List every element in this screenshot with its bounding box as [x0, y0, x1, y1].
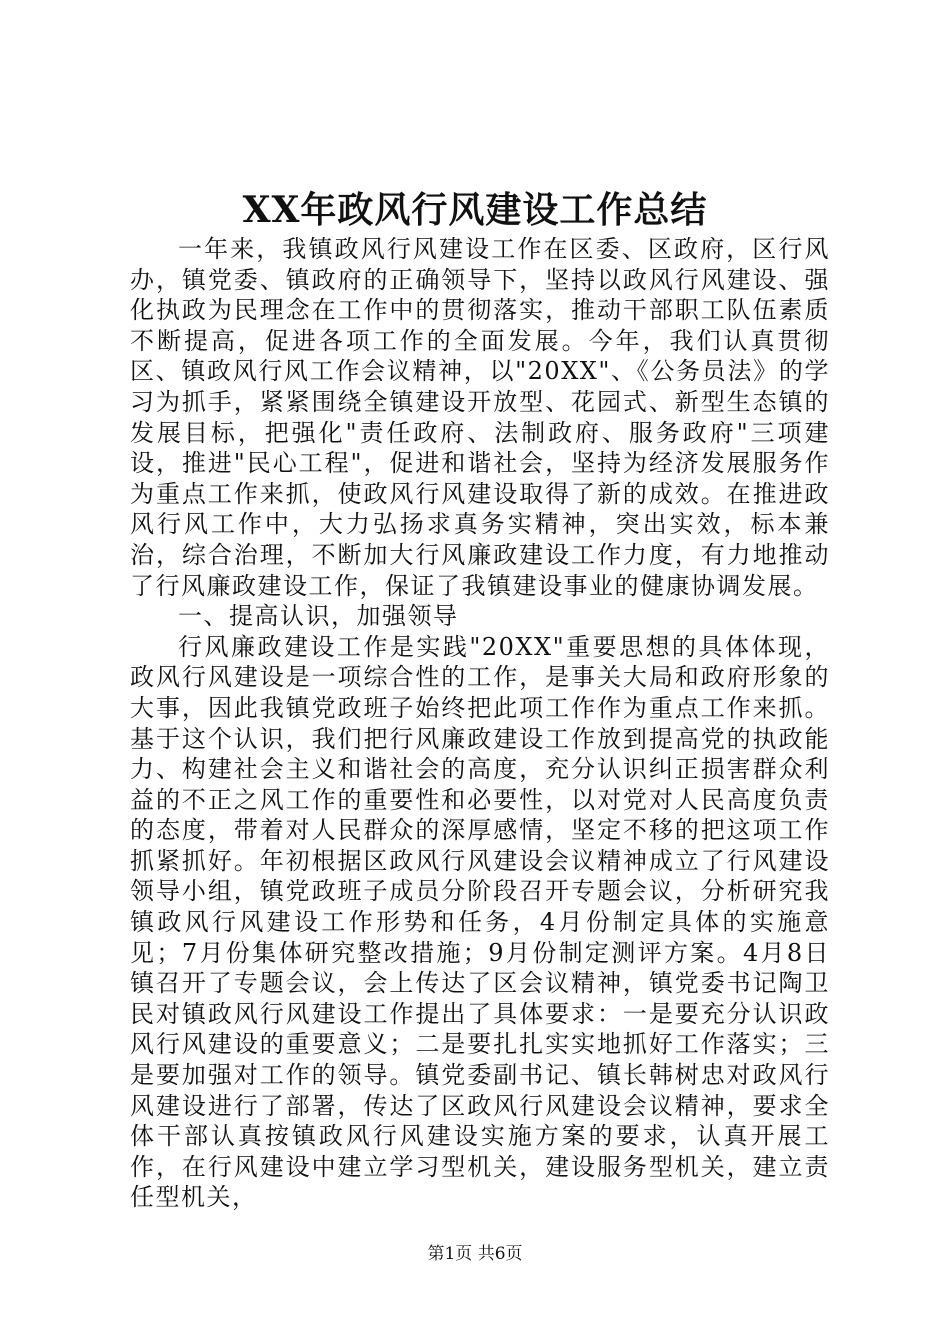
- page-number: 第1页 共6页: [427, 1244, 523, 1264]
- document-body: [130, 234, 830, 1213]
- document-title: XX年政风行风建设工作总结: [242, 189, 708, 231]
- section-heading: 一、提高认识，加强领导: [178, 602, 459, 631]
- section-paragraph: 行风廉政建设工作是实践"20XX"重要思想的具体体现，政风行风建设是一项综合性的工作，是事关大局和政府形象的大事，因此我镇党政班子始终把此项工作作为重点工作来抓。基于这个认识，我们把行风廉政建设工作放到提高党的执政能力、构建社会主义和谐社会的高度，充分认识纠正损害群众利益的不正之风工作的重要性和必要性，以对党对人民高度负责的态度，带着对人民群众的深厚感情，坚定不移的把这项工作抓紧抓好。年初根据区政风行风建设会议精神成立了行风建设领导小组，镇党政班子成员分阶段召开专题会议，分析研究我镇政风行风建设工作形势和任务，4月份制定具体的实施意见；7月份集体研究整改措施；9月份制定测评方案。4月8日镇召开了专题会议，会上传达了区会议精神，镇党委书记陶卫民对镇政风行风建设工作提出了具体要求：一是要充分认识政风行风建设的重要意义；二是要扎扎实实地抓好工作落实；三是要加强对工作的领导。镇党委副书记、镇长韩树忠对政风行风建设进行了部署，传达了区政风行风建设会议精神，要求全体干部认真按镇政风行风建设实施方案的要求，认真开展工作，在行风建设中建立学习型机关，建设服务型机关，建立责任型机关，: [130, 632, 830, 1212]
- intro-paragraph: 一年来，我镇政风行风建设工作在区委、区政府，区行风办，镇党委、镇政府的正确领导下，坚持以政风行风建设、强化执政为民理念在工作中的贯彻落实，推动干部职工队伍素质不断提高，促进各项工作的全面发展。今年，我们认真贯彻区、镇政风行风工作会议精神，以"20XX"、《公务员法》的学习为抓手，紧紧围绕全镇建设开放型、花园式、新型生态镇的发展目标，把强化"责任政府、法制政府、服务政府"三项建设，推进"民心工程"，促进和谐社会，坚持为经济发展服务作为重点工作来抓，使政风行风建设取得了新的成效。在推进政风行风工作中，大力弘扬求真务实精神，突出实效，标本兼治，综合治理，不断加大行风廉政建设工作力度，有力地推动了行风廉政建设工作，保证了我镇建设事业的健康协调发展。: [130, 235, 830, 600]
